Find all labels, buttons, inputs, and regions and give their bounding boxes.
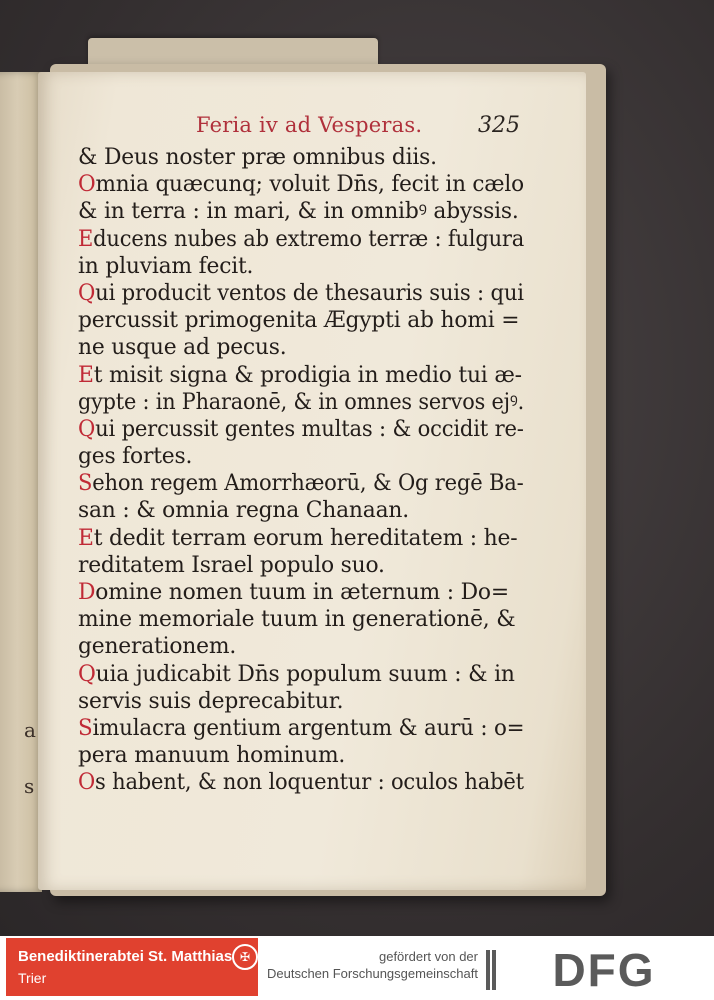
running-head: Feria iv ad Vesperas. bbox=[196, 113, 423, 137]
institution-name: Benediktinerabtei St. Matthias bbox=[18, 948, 233, 965]
line-text: ui percussit gentes multas : & occidit re- bbox=[95, 416, 524, 442]
text-line bbox=[78, 688, 524, 715]
text-line bbox=[78, 497, 524, 524]
line-text: mine memoriale tuum in generationē, & bbox=[78, 607, 516, 633]
line-text: ducens nubes ab extremo terræ : fulgura bbox=[93, 226, 525, 252]
dfg-logo bbox=[486, 942, 706, 994]
line-text: t dedit terram eorum hereditatem : he- bbox=[93, 525, 518, 551]
text-line bbox=[78, 389, 525, 416]
red-initial: E bbox=[78, 525, 94, 551]
line-text: uia judicabit Dn̄s populum suum : & in bbox=[95, 661, 515, 687]
red-initial: Q bbox=[78, 280, 96, 306]
line-text: servis suis deprecabitur. bbox=[78, 688, 344, 714]
text-line bbox=[78, 525, 524, 552]
red-initial: D bbox=[78, 580, 96, 605]
line-text: percussit primogenita Ægypti ab homi = bbox=[78, 308, 520, 334]
red-initial: S bbox=[78, 715, 93, 741]
text-line bbox=[78, 661, 524, 688]
text-line bbox=[78, 443, 524, 470]
line-text: generationem. bbox=[78, 634, 237, 660]
line-text: ehon regem Amorrhæorū, & Og regē Ba- bbox=[92, 471, 524, 497]
text-line bbox=[78, 307, 524, 334]
footer-banner bbox=[0, 936, 714, 1000]
text-line bbox=[78, 253, 524, 280]
text-line bbox=[78, 171, 524, 198]
text-line bbox=[78, 606, 524, 633]
text-line bbox=[78, 334, 524, 361]
text-line bbox=[78, 633, 524, 660]
line-text: ui producit ventos de thesauris suis : qui bbox=[95, 280, 524, 306]
funding-credit bbox=[148, 948, 478, 982]
red-initial: Q bbox=[78, 661, 96, 687]
page-number: 325 bbox=[478, 113, 520, 138]
text-line bbox=[78, 742, 524, 769]
red-initial: O bbox=[78, 172, 96, 198]
line-text: & Deus noster præ omnibus diis. bbox=[78, 145, 437, 170]
red-initial: E bbox=[78, 362, 94, 388]
text-line bbox=[78, 416, 524, 443]
red-initial: E bbox=[78, 226, 94, 252]
line-text: gypte : in Pharaonē, & in omnes servos ejꝰ. bbox=[78, 389, 525, 415]
red-initial: O bbox=[78, 770, 96, 796]
funding-line-1: gefördert von der bbox=[378, 949, 478, 964]
line-text: ne usque ad pecus. bbox=[78, 335, 287, 361]
line-text: mnia quæcunq; voluit Dn̄s, fecit in cælo bbox=[95, 172, 524, 198]
abbey-logo-icon: ✠ bbox=[232, 944, 258, 970]
funding-line-2: Deutschen Forschungsgemeinschaft bbox=[266, 966, 478, 981]
line-text: reditatem Israel populo suo. bbox=[78, 552, 385, 578]
text-line bbox=[78, 280, 524, 307]
text-line bbox=[78, 362, 524, 389]
text-line bbox=[78, 715, 525, 742]
text-line bbox=[78, 226, 525, 253]
text-line bbox=[78, 144, 524, 171]
line-text: omine nomen tuum in æternum : Do= bbox=[95, 580, 509, 605]
line-text: san : & omnia regna Chanaan. bbox=[78, 498, 409, 524]
text-block bbox=[78, 144, 528, 797]
line-text: in pluviam fecit. bbox=[78, 253, 254, 279]
institution-city: Trier bbox=[18, 970, 47, 986]
text-line bbox=[78, 769, 524, 796]
red-initial: Q bbox=[78, 416, 96, 442]
left-page-edge-characters: a s bbox=[24, 718, 36, 798]
line-text: t misit signa & prodigia in medio tui æ- bbox=[93, 362, 522, 388]
red-initial: S bbox=[78, 471, 93, 497]
line-text: pera manuum hominum. bbox=[78, 743, 346, 769]
page-header bbox=[196, 113, 526, 143]
text-line bbox=[78, 552, 524, 579]
line-text: ges fortes. bbox=[78, 444, 193, 470]
dfg-logo-text: DFG bbox=[552, 944, 656, 994]
text-line bbox=[78, 470, 524, 497]
text-line bbox=[78, 198, 524, 225]
line-text: s habent, & non loquentur : oculos habēt bbox=[95, 770, 524, 796]
text-line bbox=[78, 579, 524, 606]
line-text: imulacra gentium argentum & aurū : o= bbox=[92, 715, 525, 741]
line-text: & in terra : in mari, & in omnibꝰ abyssis. bbox=[78, 199, 519, 225]
